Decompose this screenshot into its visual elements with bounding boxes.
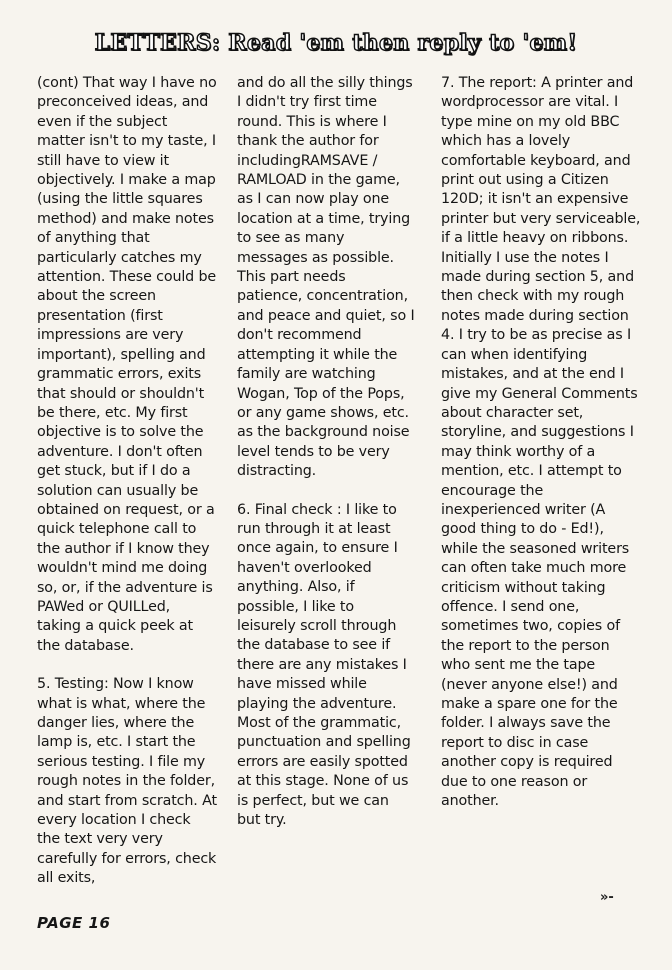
paragraph: (cont) That way I have no preconceived ideas, and even if the subject matter isn't to my taste, I still have to view it objectively. I make a map (using the little squares method) and make notes of anything that particularly catches my attention. These could be about the screen presentation (first impressions are very important), spelling and grammatic errors, exits that should or shouldn't be there, etc. My first objective is to solve the adventure. I don't often get stuck, but if I do a solution can usually be obtained on request, or a quick telephone call to the author if I know they wouldn't mind me doing so, or, if the adventure is PAWed or QUILLed, taking a quick peek at the database. — [37, 75, 217, 654]
paragraph: and do all the silly things I didn't try first time round. This is where I thank the author for includingRAMSAVE / RAMLOAD in the game, as I can now play one location at a time, trying to see as many messages as possible. This part needs patience, concentration, and peace and quiet, so I don't recommend attempting it while the family are watching Wogan, Top of the Pops, or any game shows, etc. as the background noise level tends to be very distracting. — [237, 75, 415, 480]
page-number: PAGE 16 — [37, 914, 111, 932]
paragraph: 7. The report: A printer and wordprocessor are vital. I type mine on my old BBC which has a lovely comfortable keyboard, and print out using a Citizen 120D; it isn't an expensive printer but very serviceable, if a little heavy on ribbons. Initially I use the notes I made during section 5, and then check with my rough notes made during section 4. I try to be as precise as I can when identifying mistakes, and at the end I give my General Comments about character set, storyline, and suggestions I may think worthy of a mention, etc. I attempt to encourage the inexperienced writer (A good thing to do - Ed!), while the seasoned writers can often take much more criticism without taking offence. I send one, sometimes two, copies of the report to the person who sent me the tape (never anyone else!) and make a spare one for the folder. I always save the report to disc in case another copy is required due to one reason or another. — [441, 75, 641, 810]
text-column-1 — [37, 74, 217, 889]
page-header-title: LETTERS: Read 'em then reply to 'em! — [94, 30, 578, 56]
text-column-2 — [237, 74, 415, 830]
paragraph: 5. Testing: Now I know what is what, where the danger lies, where the lamp is, etc. I start the serious testing. I file my rough notes in the folder, and start from scratch. At every location I check the text very very carefully for errors, check all exits, — [37, 676, 217, 887]
text-column-3 — [441, 74, 641, 811]
continued-arrow-icon: »- — [600, 890, 614, 905]
paragraph: 6. Final check : I like to run through it at least once again, to ensure I haven't overlooked anything. Also, if possible, I like to leisurely scroll through the database to see if there are any mistakes I have missed while playing the adventure. Most of the grammatic, punctuation and spelling errors are easily spotted at this stage. None of us is perfect, but we can but try. — [237, 501, 411, 829]
